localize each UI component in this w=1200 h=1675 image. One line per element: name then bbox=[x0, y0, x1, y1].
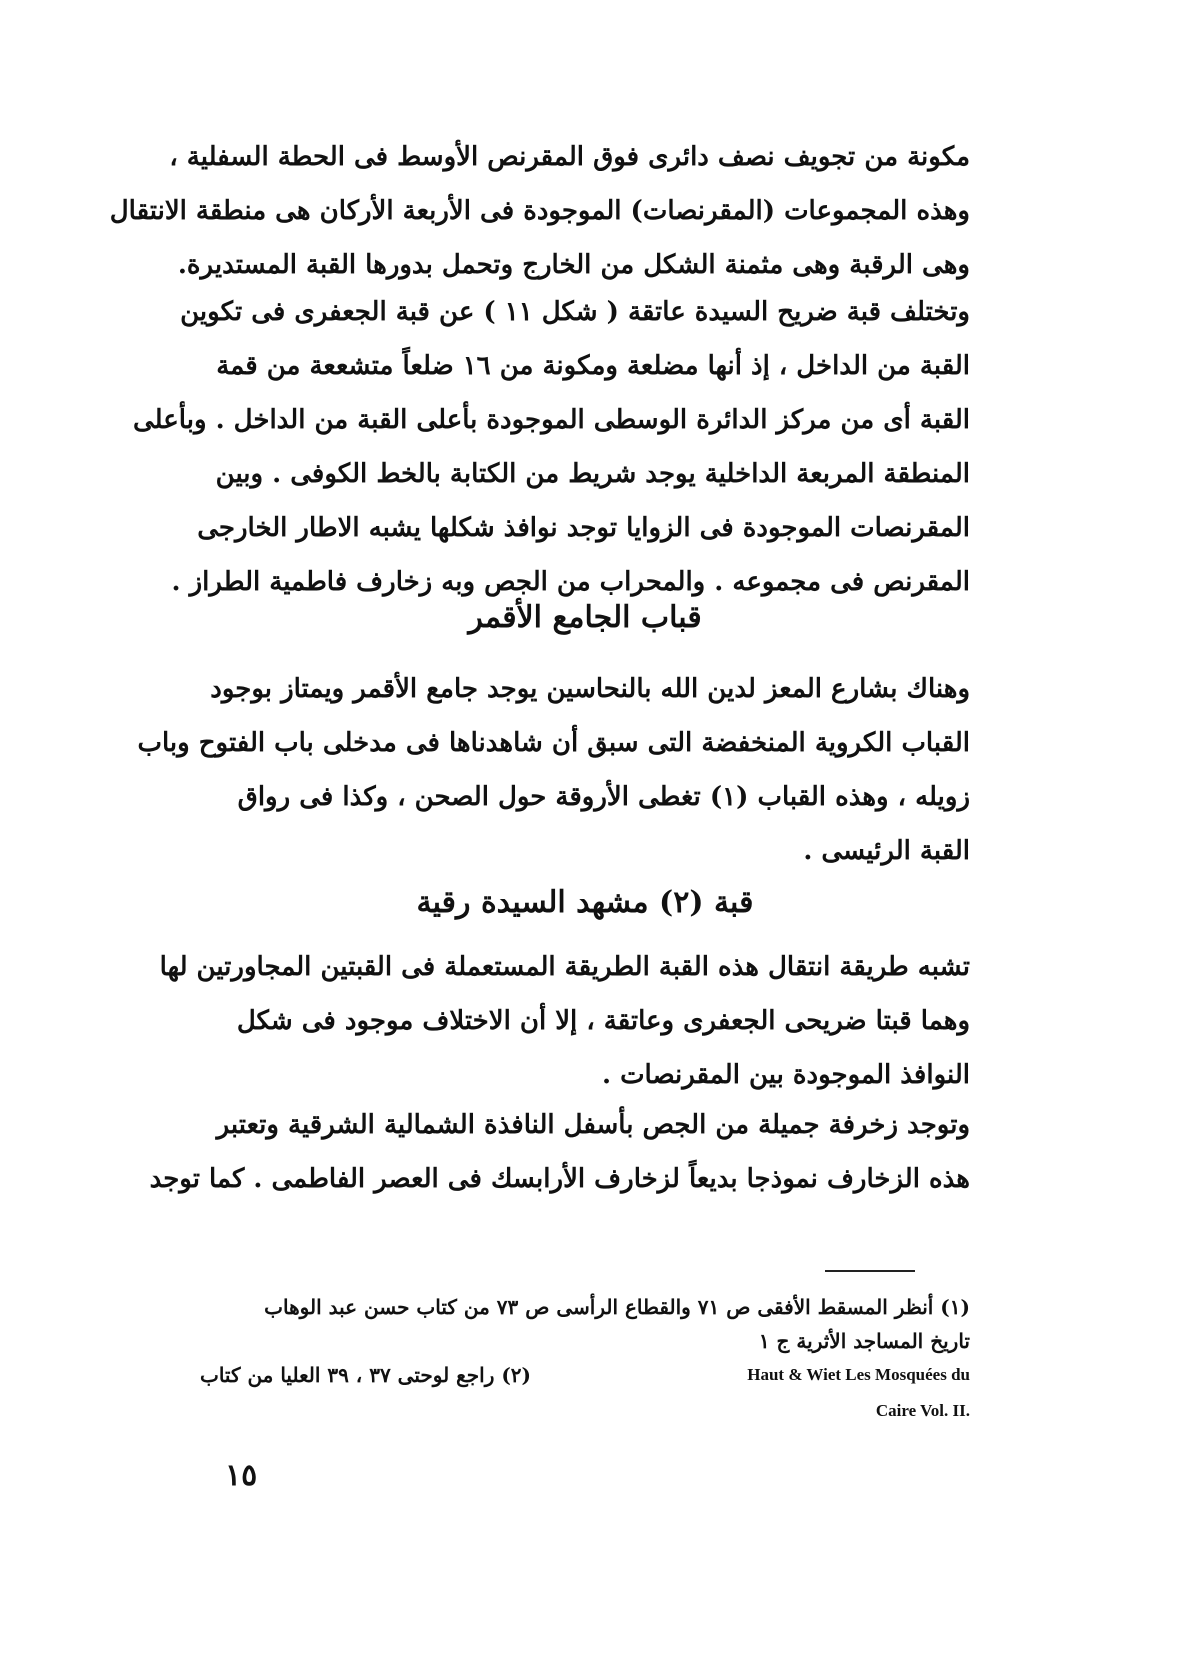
footnote-1-line-2: تاريخ المساجد الأثرية ج ١ bbox=[758, 1329, 970, 1353]
text-line: وهى الرقبة وهى مثمنة الشكل من الخارج وتحمل بدورها القبة المستديرة. bbox=[177, 250, 970, 280]
section-heading-ruqayya: قبة (٢) مشهد السيدة رقية bbox=[416, 885, 754, 920]
footnote-2-line-1 bbox=[200, 1358, 970, 1392]
footnote-2-arabic: (٢) راجع لوحتى ٣٧ ، ٣٩ العليا من كتاب bbox=[200, 1363, 532, 1387]
text-line: مكونة من تجويف نصف دائرى فوق المقرنص الأوسط فى الحطة السفلية ، bbox=[169, 142, 970, 172]
paragraph-stucco-decoration bbox=[149, 1098, 970, 1206]
text-line: المقرنصات الموجودة فى الزوايا توجد نوافذ شكلها يشبه الاطار الخارجى bbox=[197, 513, 970, 543]
text-line: وهناك بشارع المعز لدين الله بالنحاسين يوجد جامع الأقمر ويمتاز بوجود bbox=[210, 674, 970, 704]
text-line: القبة الرئيسى . bbox=[803, 836, 970, 866]
footnote-separator bbox=[825, 1270, 915, 1272]
text-line: القباب الكروية المنخفضة التى سبق أن شاهدناها فى مدخلى باب الفتوح وباب bbox=[137, 728, 970, 758]
footnote-2-latin-title: Haut & Wiet Les Mosquées du bbox=[747, 1365, 970, 1384]
text-line: المنطقة المربعة الداخلية يوجد شريط من الكتابة بالخط الكوفى . وبين bbox=[215, 459, 970, 489]
text-line: تشبه طريقة انتقال هذه القبة الطريقة المستعملة فى القبتين المجاورتين لها bbox=[159, 952, 970, 982]
text-line: وهما قبتا ضريحى الجعفرى وعاتقة ، إلا أن الاختلاف موجود فى شكل bbox=[236, 1006, 970, 1036]
paragraph-aqmar-mosque bbox=[137, 662, 970, 878]
section-heading-aqmar: قباب الجامع الأقمر bbox=[468, 600, 702, 635]
text-line: هذه الزخارف نموذجا بديعاً لزخارف الأرابسك فى العصر الفاطمى . كما توجد bbox=[149, 1164, 970, 1194]
footnote-2-line-2 bbox=[200, 1392, 970, 1428]
paragraph-ruqayya-dome bbox=[159, 940, 970, 1102]
text-line: المقرنص فى مجموعه . والمحراب من الجص وبه زخارف فاطمية الطراز . bbox=[171, 567, 970, 597]
text-line: وهذه المجموعات (المقرنصات) الموجودة فى الأربعة الأركان هى منطقة الانتقال bbox=[109, 196, 970, 226]
paragraph-dome-transition bbox=[109, 130, 970, 292]
footnote-2-latin-volume: Caire Vol. II. bbox=[875, 1401, 970, 1420]
text-line: وتوجد زخرفة جميلة من الجص بأسفل النافذة الشمالية الشرقية وتعتبر bbox=[216, 1110, 970, 1140]
text-line: القبة أى من مركز الدائرة الوسطى الموجودة بأعلى القبة من الداخل . وبأعلى bbox=[133, 405, 970, 435]
footnotes bbox=[200, 1290, 970, 1428]
text-line: النوافذ الموجودة بين المقرنصات . bbox=[601, 1060, 970, 1090]
text-line: القبة من الداخل ، إذ أنها مضلعة ومكونة من ١٦ ضلعاً متشععة من قمة bbox=[216, 351, 970, 381]
page-number: ١٥ bbox=[225, 1458, 258, 1493]
text-line: وتختلف قبة ضريح السيدة عاتقة ( شكل ١١ ) عن قبة الجعفرى فى تكوين bbox=[180, 297, 970, 327]
footnote-1-line-1: (١) أنظر المسقط الأفقى ص ٧١ والقطاع الرأسى ص ٧٣ من كتاب حسن عبد الوهاب bbox=[264, 1295, 970, 1319]
paragraph-atika-dome bbox=[133, 285, 970, 609]
text-line: زويله ، وهذه القباب (١) تغطى الأروقة حول الصحن ، وكذا فى رواق bbox=[237, 782, 970, 812]
